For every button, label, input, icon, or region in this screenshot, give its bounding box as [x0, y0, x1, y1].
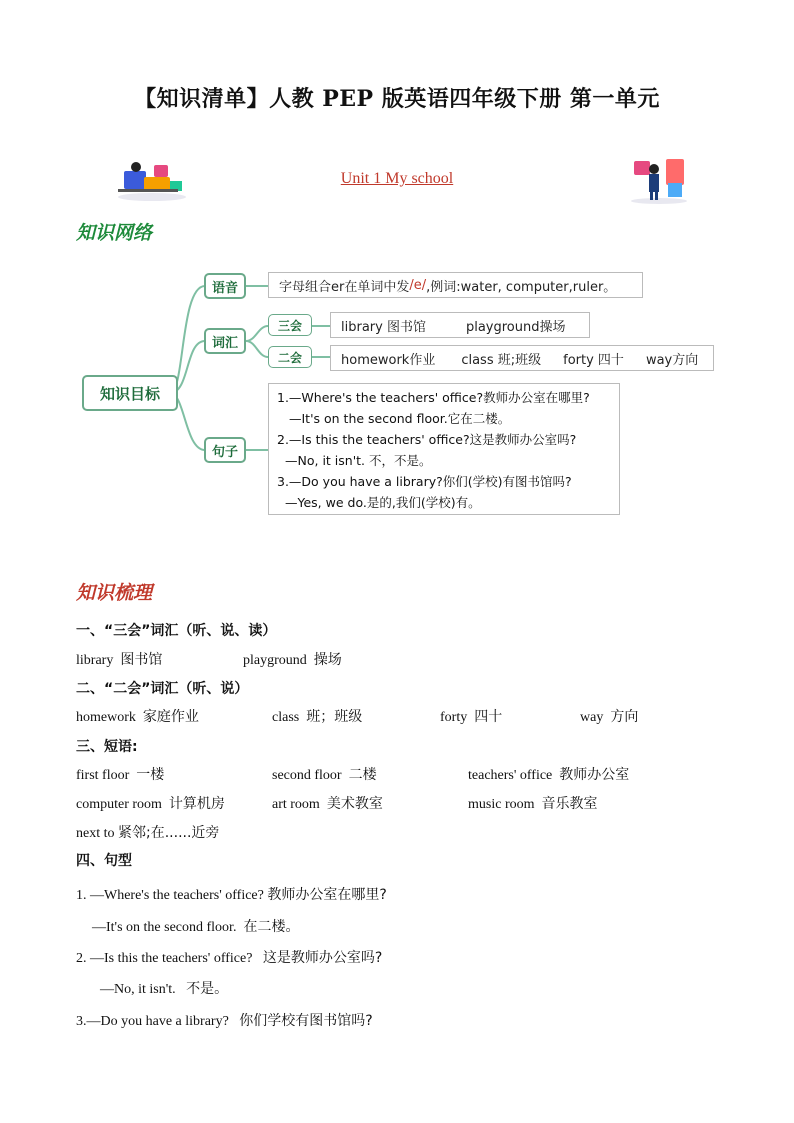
part2-item: homework 家庭作业	[76, 709, 199, 725]
right-illustration	[628, 153, 690, 205]
erhui-word-4: way方向	[645, 352, 699, 368]
erhui-word-2: class 班;班级	[461, 352, 542, 368]
part2-heading: 二、“二会”词汇（听、说）	[76, 681, 249, 697]
sentence-line: 3.—Do you have a library?你们(学校)有图书馆吗?	[277, 474, 572, 489]
pattern-line: 3.—Do you have a library? 你们学校有图书馆吗?	[76, 1013, 373, 1029]
part2-item: class 班；班级	[272, 709, 363, 725]
sentence-line: 2.—Is this the teachers' office?这是教师办公室吗?	[277, 432, 577, 447]
part4-heading: 四、句型	[76, 853, 132, 869]
part1-heading: 一、“三会”词汇（听、说、读）	[76, 623, 277, 639]
erhui-words-box	[330, 345, 714, 371]
part3-heading: 三、短语:	[76, 739, 138, 755]
phrase-item: music room 音乐教室	[468, 796, 598, 812]
sentence-line: —It's on the second floor.它在二楼。	[289, 411, 511, 426]
mindmap-branch-pronunciation: 语音	[204, 273, 246, 299]
pattern-line: —It's on the second floor. 在二楼。	[92, 919, 300, 935]
page-title: 【知识清单】人教 PEP 版英语四年级下册 第一单元	[134, 86, 660, 112]
phrase-item: art room 美术教室	[272, 796, 383, 812]
sanhui-word-1: library 图书馆	[341, 319, 426, 335]
sanhui-words-box	[330, 312, 590, 338]
phrase-item: second floor 二楼	[272, 767, 377, 783]
part1-item: playground 操场	[243, 652, 342, 668]
part1-item: library 图书馆	[76, 652, 163, 668]
pronunciation-box	[268, 272, 643, 298]
sentence-line: —Yes, we do.是的,我们(学校)有。	[285, 495, 481, 510]
phrase-item: next to 紧邻;在......近旁	[76, 825, 220, 841]
sentence-line: 1.—Where's the teachers' office?教师办公室在哪里?	[277, 390, 590, 405]
pronunciation-sound: /e/	[409, 277, 427, 293]
erhui-word-1: homework作业	[341, 352, 436, 368]
section-heading-network: 知识网络	[76, 222, 153, 244]
sentence-line: —No, it isn't. 不，不是。	[285, 453, 432, 468]
sentences-box	[268, 383, 620, 515]
part2-item: forty 四十	[440, 709, 503, 725]
pronunciation-suffix: ,例词:water, computer,ruler。	[426, 279, 617, 295]
mindmap-branch-sentences: 句子	[204, 437, 246, 463]
pattern-line: 1. —Where's the teachers' office? 教师办公室在哪里?	[76, 887, 387, 903]
erhui-word-3: forty 四十	[563, 352, 624, 368]
mindmap-sanhui: 三会	[268, 314, 312, 336]
pattern-line: —No, it isn't. 不是。	[100, 981, 229, 997]
section-heading-summary: 知识梳理	[76, 582, 153, 604]
phrase-item: computer room 计算机房	[76, 796, 225, 812]
unit-title: Unit 1 My school	[340, 170, 454, 187]
phrase-item: first floor 一楼	[76, 767, 165, 783]
sanhui-word-2: playground操场	[465, 319, 566, 335]
phrase-item: teachers' office 教师办公室	[468, 767, 630, 783]
mindmap-root: 知识目标	[82, 375, 178, 411]
mindmap-erhui: 二会	[268, 346, 312, 368]
part2-item: way 方向	[580, 709, 639, 725]
pronunciation-prefix: 字母组合er在单词中发	[279, 279, 410, 295]
mindmap-branch-vocab: 词汇	[204, 328, 246, 354]
pattern-line: 2. —Is this the teachers' office? 这是教师办公室吗?	[76, 950, 383, 966]
